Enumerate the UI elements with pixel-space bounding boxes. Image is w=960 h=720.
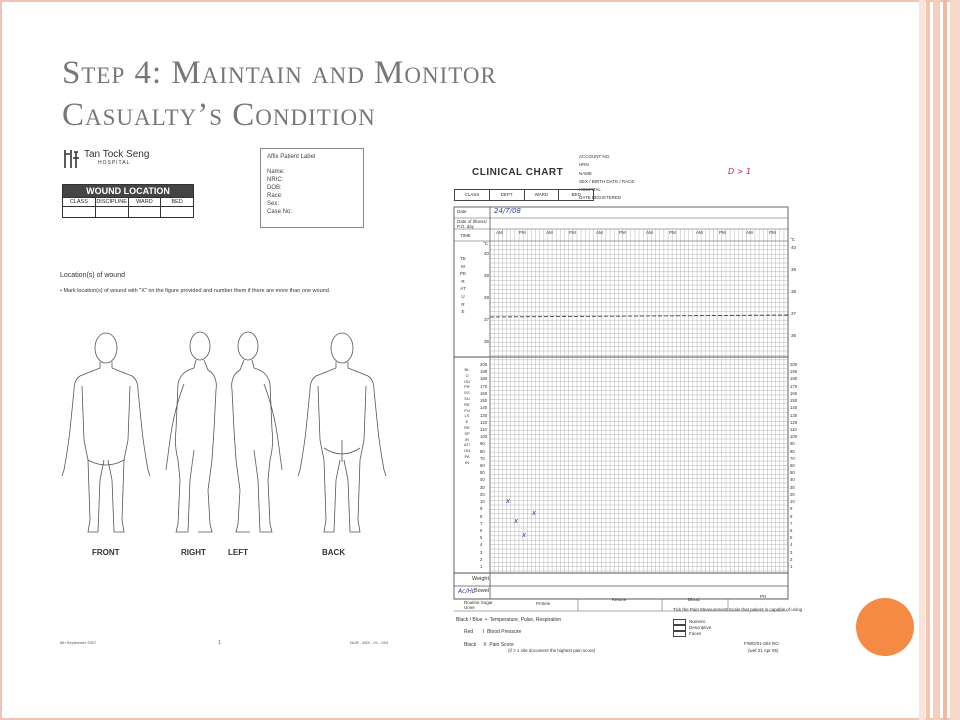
bp-tick: 50 — [790, 470, 795, 476]
temp-tick: 38 — [484, 295, 490, 300]
bp-tick: 20 — [480, 491, 485, 497]
slide-title — [62, 52, 822, 136]
slide-title-line1: Step 4: Maintain and Monitor — [62, 55, 497, 91]
bp-tick: 90 — [480, 441, 485, 447]
bp-tick: 3 — [790, 549, 793, 555]
patient-field: Race: — [267, 193, 283, 199]
blood-label: Blood — [688, 597, 700, 602]
bp-tick: 60 — [480, 463, 485, 468]
bp-tick: 20 — [790, 491, 795, 497]
wound-table-empty-row — [63, 206, 193, 217]
protein-label: Protein — [536, 601, 551, 606]
legend-row-2 — [464, 629, 521, 635]
account-field: NAME — [579, 170, 593, 176]
bp-tick: 140 — [480, 405, 488, 411]
bp-tick: 7 — [480, 520, 483, 526]
patient-field: Sex: — [267, 201, 280, 207]
slide-title-line2: Casualty’s Condition — [62, 97, 376, 133]
pain-scale-label: Faces — [689, 631, 702, 637]
bp-tick: 4 — [480, 542, 483, 548]
patient-label-heading: Affix Patient Label — [267, 154, 316, 160]
bp-tick: 120 — [790, 419, 798, 425]
form-code: F/WD/01-004 RO — [744, 641, 779, 646]
legend-symbol: • — [485, 617, 487, 623]
left-figure-icon — [232, 332, 282, 532]
am-label: AM — [496, 230, 503, 235]
bp-tick: 130 — [790, 412, 798, 418]
right-stripe-2 — [926, 0, 930, 720]
legend-text: Blood Pressure — [487, 629, 522, 635]
bp-tick: 5 — [790, 535, 793, 541]
bp-tick: 180 — [790, 376, 798, 382]
pm-label: PM — [719, 230, 726, 235]
accent-dot — [856, 598, 914, 656]
bp-tick: 70 — [480, 455, 485, 461]
legend-color: Red — [464, 629, 474, 635]
legend-color: Black — [464, 642, 477, 648]
wound-location-form — [48, 140, 416, 660]
pain-mark: x — [522, 531, 527, 539]
column-header: DISCIPLINE — [96, 199, 127, 205]
bp-tick: 8 — [480, 513, 483, 519]
bp-tick: 4 — [790, 542, 793, 548]
form-footer-code: NUR - WDI - 01 - 004 — [350, 640, 389, 645]
hospital-logo-icon — [62, 148, 80, 170]
bp-tick: 120 — [480, 419, 488, 425]
class-col: WARD — [524, 190, 559, 200]
wound-location-table — [62, 184, 194, 218]
bp-tick: 6 — [790, 527, 793, 533]
clinical-chart-form — [448, 145, 808, 660]
bowel-label: Bowel — [474, 588, 489, 594]
ph-label: PH — [760, 594, 767, 599]
right-stripe-5 — [950, 0, 960, 720]
checkbox-icon[interactable] — [673, 619, 686, 625]
right-stripe-3 — [933, 0, 940, 720]
account-field: HRN — [579, 162, 589, 168]
patient-field: DOB: — [267, 185, 282, 191]
bp-tick: 30 — [790, 484, 795, 490]
back-figure-icon — [298, 333, 386, 532]
legend-text: Temperature, Pulse, Respiration — [489, 617, 562, 623]
pm-label: PM — [769, 230, 776, 235]
bp-tick: 180 — [480, 376, 488, 382]
temp-unit-left: °C — [483, 241, 489, 246]
hospital-sub: HOSPITAL — [98, 160, 131, 166]
urine-handwriting: Ac/HL — [458, 588, 476, 595]
bp-tick: 40 — [480, 477, 485, 483]
bp-tick: 9 — [480, 506, 483, 512]
am-label: AM — [596, 230, 603, 235]
bp-tick: 7 — [790, 520, 793, 526]
date-value: 24/7/08 — [494, 207, 521, 215]
bp-tick: 150 — [790, 398, 798, 404]
bp-tick: 140 — [790, 405, 798, 411]
wound-table-title: WOUND LOCATION — [63, 185, 193, 197]
class-col: DEPT — [489, 190, 524, 200]
legend-row-3 — [464, 642, 514, 648]
time-label: TIME — [460, 233, 471, 238]
patient-field: Case No: — [267, 209, 293, 215]
pain-scale-label: Descriptive — [689, 625, 712, 631]
pain-scale-option — [673, 631, 711, 637]
location-heading: Location(s) of wound — [60, 272, 125, 279]
pain-mark: x — [532, 509, 537, 517]
legend-row-1 — [456, 617, 561, 623]
pm-label: PM — [519, 230, 526, 235]
urine-label: Routine Sugar Urine — [464, 600, 493, 610]
pain-mark: x — [506, 497, 511, 505]
slide-frame-left — [0, 0, 2, 720]
figure-label-back: BACK — [322, 548, 346, 557]
temp-tick-right: 38 — [791, 289, 797, 294]
column-header: BED — [160, 197, 193, 206]
pm-label: PM — [569, 230, 576, 235]
wound-table-columns — [63, 197, 193, 206]
bp-tick: 160 — [790, 390, 798, 396]
bp-tick: 150 — [480, 398, 488, 404]
day-label: Date of Illness/ P.O. day — [457, 219, 487, 229]
figure-label-front: FRONT — [92, 548, 120, 557]
ketone-label: Ketone — [612, 597, 627, 602]
patient-label-box — [260, 148, 364, 228]
weight-label: Weight — [472, 576, 490, 582]
bp-tick: 1 — [790, 564, 793, 569]
bp-tick: 10 — [480, 499, 485, 505]
account-field: DATE REGISTERED — [579, 195, 622, 201]
bp-tick: 100 — [480, 434, 488, 440]
empty-cell — [128, 206, 161, 217]
bp-tick: 100 — [790, 434, 798, 440]
empty-cell — [95, 206, 128, 217]
temp-tick-right: 40 — [791, 245, 797, 250]
legend-row-4: (if > 1 site document the highest pain score) — [508, 648, 596, 653]
bp-tick: 5 — [480, 535, 483, 541]
hospital-name: Tan Tock Seng — [84, 149, 150, 160]
pain-scales — [673, 619, 711, 638]
pain-scale-note: Tick the Pain Measurement Scale that patient is capable of using — [673, 607, 803, 612]
legend-color: Black / Blue — [456, 617, 483, 623]
bp-tick: 2 — [790, 556, 793, 562]
right-stripe-1 — [919, 0, 925, 720]
temp-tick-right: 37 — [791, 311, 797, 316]
clinical-chart-title: CLINICAL CHART — [472, 167, 564, 178]
location-instruction: • Mark location(s) of wound with "X" on the figure provided and number them if there are more than one wound. — [60, 288, 331, 294]
bp-tick: 2 — [480, 556, 483, 562]
temp-tick: 36 — [484, 339, 490, 344]
bp-tick: 80 — [480, 448, 485, 454]
account-field: ACCOUNT NO. — [579, 154, 611, 159]
am-label: AM — [546, 230, 553, 235]
bp-tick: 200 — [480, 362, 488, 367]
empty-cell — [63, 206, 95, 217]
bp-tick: 60 — [790, 463, 795, 468]
patient-field: NRIC: — [267, 177, 284, 183]
legend-symbol: X — [483, 642, 487, 648]
chart-grid — [448, 145, 808, 660]
checkbox-icon[interactable] — [673, 631, 686, 637]
temp-tick-right: 36 — [791, 333, 797, 338]
figure-label-left: LEFT — [228, 548, 248, 557]
bp-tick: 200 — [790, 362, 798, 367]
class-col: BED — [558, 190, 593, 200]
date-label: Date — [457, 209, 467, 214]
account-field: HOSPITAL — [579, 187, 601, 193]
temperature-vertical-label: TEMPERATURE — [460, 256, 467, 315]
bp-tick: 10 — [790, 499, 795, 505]
bp-tick: 40 — [790, 477, 795, 483]
form-footer-page: 1 — [218, 640, 221, 646]
bp-tick: 130 — [480, 412, 488, 418]
bp-tick: 30 — [480, 484, 485, 490]
front-figure-icon — [62, 333, 150, 532]
am-label: AM — [696, 230, 703, 235]
handwritten-note: D > 1 — [728, 167, 752, 176]
am-label: AM — [746, 230, 753, 235]
temp-tick: 39 — [484, 273, 490, 278]
bp-tick: 190 — [480, 369, 488, 375]
bp-tick: 170 — [480, 383, 488, 389]
bp-tick: 8 — [790, 513, 793, 519]
bp-tick: 190 — [790, 369, 798, 375]
account-field: SEX / BIRTH DATE / RACE — [579, 178, 635, 184]
checkbox-icon[interactable] — [673, 625, 686, 631]
legend-text: Pain Score — [489, 642, 514, 648]
pm-label: PM — [669, 230, 676, 235]
form-footer-date: 8th September 2007 — [60, 640, 97, 645]
class-col: CLASS — [464, 192, 480, 197]
right-figure-icon — [166, 332, 216, 532]
am-label: AM — [646, 230, 653, 235]
bp-tick: 50 — [480, 470, 485, 476]
bp-tick: 3 — [480, 549, 483, 555]
patient-field: Name: — [267, 169, 285, 175]
slide-frame-top — [0, 0, 960, 2]
bp-tick: 1 — [480, 564, 483, 569]
bp-tick: 80 — [790, 448, 795, 454]
bp-tick: 9 — [790, 506, 793, 512]
bp-tick: 160 — [480, 390, 488, 396]
empty-cell — [160, 206, 193, 217]
bp-tick: 110 — [480, 426, 487, 432]
bp-tick: 90 — [790, 441, 795, 447]
bp-tick: 110 — [790, 426, 797, 432]
pain-scale-label: Numeric — [689, 619, 706, 625]
pain-mark: x — [514, 517, 519, 525]
bp-vertical-label: BLOOD PRESSURE PULSE RESPIRATION PAIN — [464, 367, 470, 465]
column-header: WARD — [128, 197, 161, 206]
right-stripe-4 — [943, 0, 947, 720]
legend-symbol: I — [482, 629, 485, 635]
bp-tick: 70 — [790, 455, 795, 461]
column-header: CLASS — [63, 197, 95, 206]
bp-tick: 170 — [790, 383, 798, 389]
figure-label-right: RIGHT — [181, 548, 206, 557]
bp-tick: 6 — [480, 527, 483, 533]
form-date: (wef 21 Apr 05) — [748, 648, 779, 653]
temp-unit-right: °C — [790, 237, 796, 242]
body-figures — [48, 320, 416, 550]
pm-label: PM — [619, 230, 626, 235]
temp-tick-right: 39 — [791, 267, 797, 272]
temp-tick: 40 — [484, 251, 490, 256]
temp-tick: 37 — [484, 317, 490, 322]
